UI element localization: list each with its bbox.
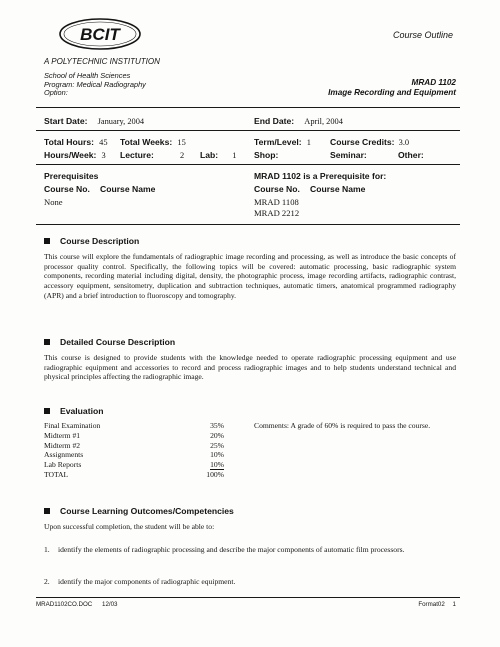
option-label: Option: (44, 88, 68, 98)
outcome-number: 2. (44, 577, 50, 586)
total-hours-label: Total Hours: (44, 137, 94, 147)
lecture-value: 2 (180, 151, 185, 160)
prereq-right-item: MRAD 2212 (254, 208, 300, 218)
footer-file (36, 601, 118, 608)
outcomes-title: Course Learning Outcomes/Competencies (60, 506, 234, 516)
prereq-left-title: Prerequisites (44, 171, 99, 181)
detailed-description-text: This course is designed to provide students with the knowledge needed to operate radiographic processing equipment and use radiographic equipment and accessories to record and process radiographic images and to help students understand technical and physical principles affecting the radiographic image. (44, 353, 456, 382)
course-heading (328, 78, 456, 98)
evaluation-heading (44, 406, 103, 416)
detailed-description-heading (44, 337, 175, 347)
prereq-for-title (254, 171, 386, 181)
prereq-col-no: Course No. (44, 184, 90, 194)
term-level-value: 1 (306, 138, 311, 147)
logo-text: BCIT (80, 25, 120, 44)
square-bullet-icon (44, 508, 50, 514)
total-hours-value: 45 (99, 138, 108, 147)
list-item (44, 545, 456, 555)
start-date-value: January, 2004 (97, 117, 145, 126)
footer-divider (36, 597, 460, 598)
table-row (44, 431, 224, 441)
evaluation-table (44, 421, 224, 480)
course-credits-label: Course Credits: (330, 137, 395, 147)
table-row (44, 441, 224, 451)
other (398, 150, 424, 160)
end-date-value: April, 2004 (304, 117, 343, 126)
table-row (44, 450, 224, 460)
list-item (44, 577, 456, 587)
eval-pct: 35% (210, 421, 224, 430)
term-level-label: Term/Level: (254, 137, 302, 147)
prereq-left-headers (44, 184, 155, 194)
lab-value: 1 (232, 151, 237, 160)
square-bullet-icon (44, 238, 50, 244)
course-description-text: This course will explore the fundamentals of radiographic image recording and processing, as well as introduce the basic concepts of processor quality control. Specifically, the following topics will be covered: automatic processing, basic radiographic system components, recording material including digital, density, the photographic process, image recording artifacts, radiographic contrast, accessory equipment, sensitometry, duplication and subtraction techniques, automatic timers, anatomical programmed radiography (APR) and a brief introduction to fluoroscopy and tomography. (44, 252, 456, 300)
hours-week-label: Hours/Week: (44, 150, 97, 160)
prereq-title (44, 171, 98, 181)
shop (254, 150, 278, 160)
evaluation-title: Evaluation (60, 406, 104, 416)
eval-pct: 25% (210, 440, 224, 450)
eval-pct (172, 460, 224, 470)
hours-week-value: 3 (101, 151, 106, 160)
header-divider (36, 107, 460, 108)
prereq-right-title: MRAD 1102 is a Prerequisite for: (254, 171, 387, 181)
footer-format (418, 601, 456, 608)
prereq-col-name: Course Name (100, 184, 156, 194)
course-credits (330, 137, 409, 147)
detailed-description-title: Detailed Course Description (60, 337, 176, 347)
eval-item: Lab Reports (44, 460, 82, 470)
table-row (44, 460, 224, 470)
prereq-for-col-no: Course No. (254, 184, 300, 194)
prereq-right-headers (254, 184, 365, 194)
school-info (44, 72, 146, 98)
lab (200, 150, 236, 160)
description-divider (36, 224, 460, 225)
eval-item: Final Examination (44, 421, 101, 430)
total-hours (44, 137, 108, 147)
details-divider (36, 130, 460, 131)
eval-pct: 10% (210, 450, 224, 460)
eval-pct-underlined: 10% (210, 460, 224, 470)
lecture (120, 150, 154, 160)
outcomes-heading (44, 506, 234, 516)
course-description-title: Course Description (60, 236, 140, 246)
bcit-logo (58, 16, 142, 52)
square-bullet-icon (44, 408, 50, 414)
table-row (44, 470, 224, 480)
lecture-value-cell (180, 150, 184, 160)
outcome-number: 1. (44, 545, 50, 554)
end-date-label: End Date: (254, 116, 295, 126)
course-code: MRAD 1102 (411, 78, 456, 87)
prereq-for-col-name: Course Name (310, 184, 366, 194)
course-title: Image Recording and Equipment (328, 88, 456, 97)
footer-date: 12/03 (102, 601, 118, 608)
square-bullet-icon (44, 339, 50, 345)
term-level (254, 137, 311, 147)
eval-item: Midterm #1 (44, 430, 81, 440)
prereq-divider (36, 164, 460, 165)
document-type: Course Outline (393, 30, 454, 40)
program-name: Program: Medical Radiography (44, 79, 146, 89)
outcome-text: identify the major components of radiographic equipment. (58, 577, 236, 586)
prereq-left-item: None (44, 197, 63, 207)
course-credits-value: 3.0 (398, 138, 410, 147)
outcomes-intro: Upon successful completion, the student will be able to: (44, 522, 215, 531)
shop-label: Shop: (254, 150, 279, 160)
footer-format-code: Format02 (418, 601, 445, 608)
lab-label: Lab: (200, 150, 219, 160)
end-date-row (254, 116, 343, 126)
total-weeks-label: Total Weeks: (120, 137, 173, 147)
eval-pct: 20% (210, 430, 224, 440)
school-name: School of Health Sciences (44, 71, 131, 80)
eval-pct: 100% (206, 469, 224, 479)
total-weeks-value: 15 (177, 138, 186, 147)
seminar-label: Seminar: (330, 150, 367, 160)
eval-item: Midterm #2 (44, 440, 81, 450)
institution-tagline: A POLYTECHNIC INSTITUTION (44, 57, 160, 66)
start-date-row (44, 116, 144, 126)
start-date-label: Start Date: (44, 116, 88, 126)
total-weeks (120, 137, 186, 147)
footer-filename: MRAD1102CO.DOC (36, 601, 93, 608)
course-description-heading (44, 236, 139, 246)
other-label: Other: (398, 150, 424, 160)
prereq-right-item: MRAD 1108 (254, 197, 299, 207)
hours-week (44, 150, 106, 160)
evaluation-comments: Comments: A grade of 60% is required to pass the course. (254, 421, 431, 430)
lecture-label: Lecture: (120, 150, 154, 160)
page-number: 1 (452, 601, 456, 608)
eval-item: TOTAL (44, 469, 69, 479)
outcome-text: identify the elements of radiographic processing and describe the major components of automatic film processors. (58, 545, 405, 554)
eval-item: Assignments (44, 450, 84, 460)
seminar (330, 150, 367, 160)
table-row (44, 421, 224, 431)
